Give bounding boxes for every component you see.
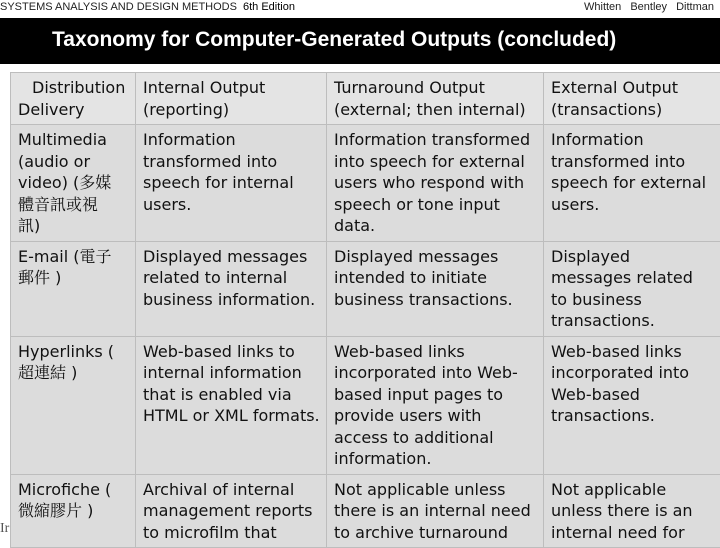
table-row	[11, 474, 720, 548]
table-cell: Displayed messages related to internal business information.	[136, 241, 327, 336]
slide-title: Taxonomy for Computer-Generated Outputs (concluded)	[52, 28, 616, 52]
column-header-distribution: Distribution Delivery	[11, 73, 136, 125]
table-cell: Not applicable unless there is an internal need for	[544, 474, 720, 548]
table-cell: Web-based links incorporated into Web- based input pages to provide users with access to additional information.	[327, 336, 544, 474]
table-row	[11, 125, 720, 242]
title-bar	[0, 18, 720, 64]
taxonomy-table	[10, 72, 720, 548]
row-label-microfiche: Microfiche ( 微縮膠片 )	[11, 474, 136, 548]
column-header-turnaround: Turnaround Output (external; then internal)	[327, 73, 544, 125]
table-cell: Displayed messages related to business transactions.	[544, 241, 720, 336]
footer-mark: Ir	[0, 521, 9, 537]
authors-label: Whitten Bentley Dittman	[584, 0, 714, 14]
row-label-hyperlinks: Hyperlinks ( 超連結 )	[11, 336, 136, 474]
row-label-email: E-mail (電子 郵件 )	[11, 241, 136, 336]
table-cell: Archival of internal management reports to microfilm that	[136, 474, 327, 548]
edition-label: 6th Edition	[243, 1, 295, 13]
table-cell: Information transformed into speech for internal users.	[136, 125, 327, 242]
row-label-multimedia: Multimedia (audio or video) (多媒 體音訊或視 訊)	[11, 125, 136, 242]
table-cell: Information transformed into speech for external users.	[544, 125, 720, 242]
table-cell: Information transformed into speech for external users who respond with speech or tone input data.	[327, 125, 544, 242]
slide-header	[0, 0, 720, 16]
table-cell: Not applicable unless there is an internal need to archive turnaround	[327, 474, 544, 548]
table-row	[11, 336, 720, 474]
column-header-external: External Output (transactions)	[544, 73, 720, 125]
column-header-internal: Internal Output (reporting)	[136, 73, 327, 125]
table-row	[11, 241, 720, 336]
table-header-row	[11, 73, 720, 125]
table-cell: Web-based links to internal information that is enabled via HTML or XML formats.	[136, 336, 327, 474]
book-title: SYSTEMS ANALYSIS AND DESIGN METHODS 6th Edition	[0, 0, 295, 14]
table-cell: Web-based links incorporated into Web-based transactions.	[544, 336, 720, 474]
table-cell: Displayed messages intended to initiate business transactions.	[327, 241, 544, 336]
